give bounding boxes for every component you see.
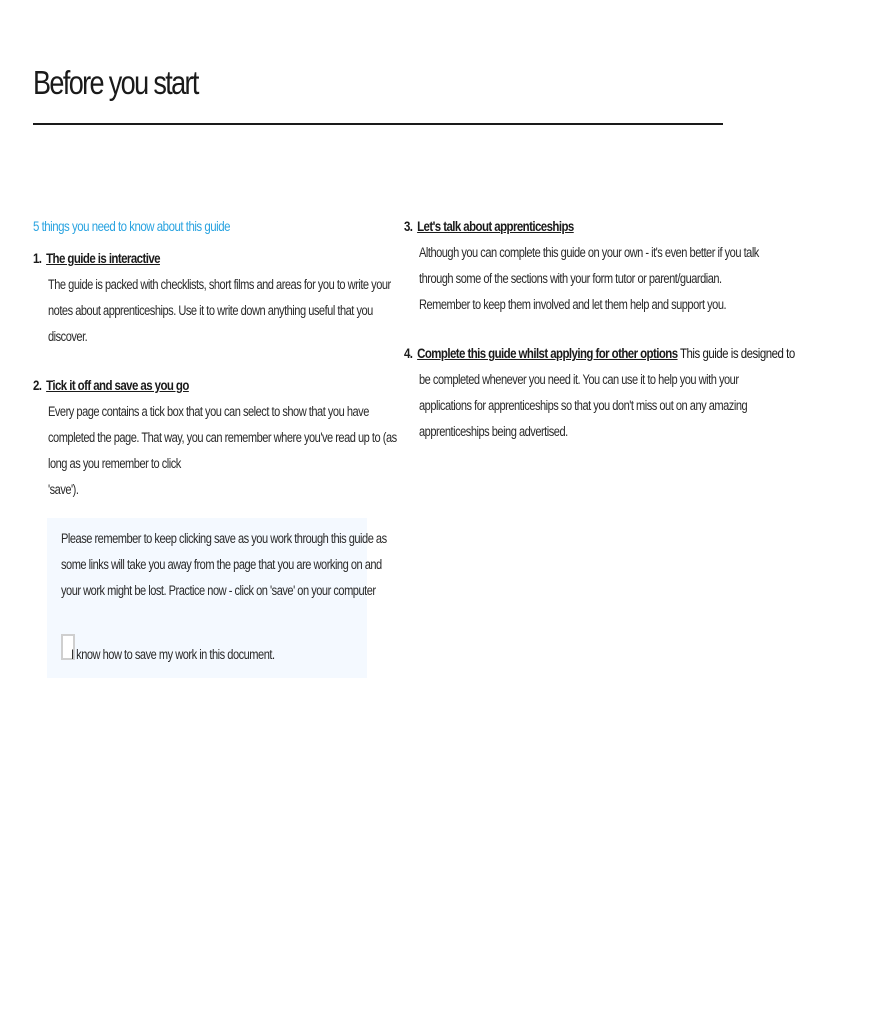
item-4-heading	[404, 345, 881, 361]
item-4-heading-tail: This guide is designed to	[677, 345, 795, 361]
item-2-line	[48, 482, 85, 497]
item-3-heading	[404, 218, 611, 234]
item-1-line	[48, 329, 96, 344]
item-2-line-text: long as you remember to click	[48, 456, 181, 471]
note-line-text: some links will take you away from the page that you are working on and	[61, 557, 382, 572]
item-1-heading	[33, 250, 188, 266]
intro-heading	[33, 218, 273, 234]
item-2-line-text: 'save').	[48, 482, 79, 497]
item-1-line-text: The guide is packed with checklists, short films and areas for you to write your	[48, 277, 391, 292]
note-line	[61, 583, 445, 598]
save-confirm-label[interactable]	[71, 647, 319, 662]
note-line-text: your work might be lost. Practice now - click on 'save' on your computer	[61, 583, 376, 598]
item-3-line	[419, 245, 833, 260]
note-line	[61, 557, 452, 572]
save-confirm-label-text: I know how to save my work in this document.	[71, 647, 275, 662]
item-3-number: 3.	[404, 218, 413, 234]
item-1-title: The guide is interactive	[46, 250, 160, 266]
item-3-line-text: Although you can complete this guide on your own - it's even better if you talk	[419, 245, 759, 260]
item-4-line	[419, 424, 600, 439]
item-3-line	[419, 271, 788, 286]
item-1-line	[48, 277, 466, 292]
item-3-line	[419, 297, 794, 312]
note-line	[61, 531, 458, 546]
item-2-number: 2.	[33, 377, 42, 393]
item-3-title: Let's talk about apprenticeships	[417, 218, 574, 234]
item-4-line-text: apprenticeships being advertised.	[419, 424, 568, 439]
intro-text: 5 things you need to know about this guide	[33, 218, 230, 234]
item-1-number: 1.	[33, 250, 42, 266]
item-4-line-text: be completed whenever you need it. You can use it to help you with your	[419, 372, 739, 387]
item-2-heading	[33, 377, 223, 393]
item-2-line	[48, 456, 210, 471]
item-4-line	[419, 398, 819, 413]
note-line-text: Please remember to keep clicking save as you work through this guide as	[61, 531, 387, 546]
item-3-line-text: Remember to keep them involved and let them help and support you.	[419, 297, 727, 312]
title-divider	[33, 123, 723, 125]
item-2-line-text: Every page contains a tick box that you can select to show that you have	[48, 404, 369, 419]
item-2-line	[48, 430, 473, 445]
page-title: Before you start	[33, 64, 198, 101]
item-4-line	[419, 372, 809, 387]
item-4-number: 4.	[404, 345, 413, 361]
item-3-line-text: through some of the sections with your form tutor or parent/guardian.	[419, 271, 722, 286]
item-1-line-text: discover.	[48, 329, 88, 344]
item-2-line	[48, 404, 439, 419]
item-2-line-text: completed the page. That way, you can remember where you've read up to (as	[48, 430, 397, 445]
item-2-title: Tick it off and save as you go	[46, 377, 189, 393]
item-4-title: Complete this guide whilst applying for other options	[417, 345, 678, 361]
item-4-line-text: applications for apprenticeships so that you don't miss out on any amazing	[419, 398, 748, 413]
item-1-line	[48, 303, 444, 318]
item-1-line-text: notes about apprenticeships. Use it to write down anything useful that you	[48, 303, 373, 318]
